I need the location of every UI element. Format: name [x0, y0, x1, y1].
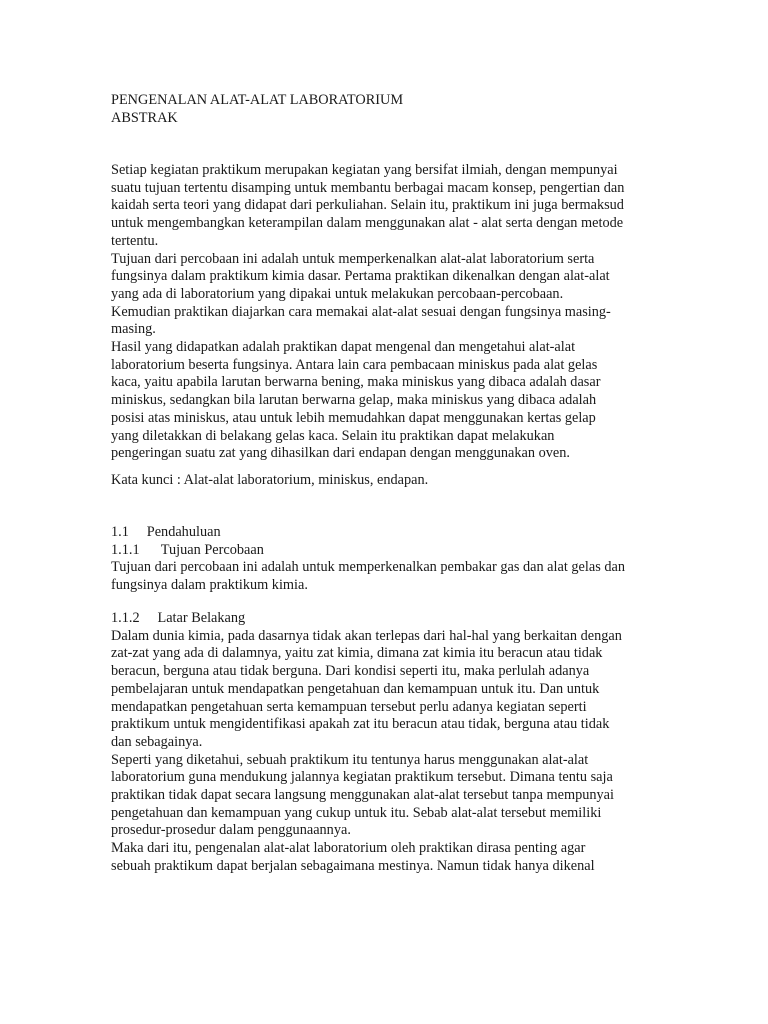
- latar-belakang-block: [111, 610, 663, 876]
- latar-line: praktikan tidak dapat secara langsung menggunakan alat-alat tersebut tanpa mempunyai: [111, 787, 614, 804]
- abstract-line: masing.: [111, 321, 156, 338]
- section-heading-1-1: 1.1 Pendahuluan: [111, 524, 221, 540]
- abstract-heading: ABSTRAK: [111, 109, 178, 126]
- section-heading-1-1-1: 1.1.1 Tujuan Percobaan: [111, 541, 264, 558]
- tujuan-line: fungsinya dalam praktikum kimia.: [111, 577, 308, 594]
- abstract-line: Hasil yang didapatkan adalah praktikan dapat mengenal dan mengetahui alat-alat: [111, 339, 576, 356]
- latar-line: sebuah praktikum dapat berjalan sebagaimana mestinya. Namun tidak hanya dikenal: [111, 857, 595, 874]
- abstract-line: yang diletakkan di belakang gelas kaca. Selain itu praktikan dapat melakukan: [111, 427, 555, 444]
- abstract-line: kaca, yaitu apabila larutan berwarna bening, maka miniskus yang dibaca adalah dasar: [111, 374, 601, 391]
- latar-line: mendapatkan pengetahuan serta kemampuan tersebut perlu adanya kegiatan seperti: [111, 698, 587, 715]
- abstract-line: Setiap kegiatan praktikum merupakan kegiatan yang bersifat ilmiah, dengan mempunyai: [111, 162, 618, 178]
- document-title: PENGENALAN ALAT-ALAT LABORATORIUM: [111, 92, 404, 108]
- abstract-line: yang ada di laboratorium yang dipakai untuk melakukan percobaan-percobaan.: [111, 285, 564, 302]
- latar-line: praktikum untuk mengidentifikasi apakah zat itu beracun atau tidak, berguna atau tidak: [111, 716, 610, 733]
- abstract-line: untuk mengembangkan keterampilan dalam menggunakan alat - alat serta dengan metode: [111, 215, 624, 232]
- abstract-line: suatu tujuan tertentu disamping untuk membantu berbagai macam konsep, pengertian dan: [111, 179, 625, 196]
- title-block: [111, 92, 663, 127]
- keywords-block: [111, 472, 663, 490]
- section-headings: [111, 524, 663, 595]
- abstract-line: miniskus, sedangkan bila larutan berwarna gelap, maka miniskus yang dibaca adalah: [111, 392, 597, 409]
- latar-line: pengetahuan dan kemampuan yang cukup untuk itu. Sebab alat-alat tersebut memiliki: [111, 804, 602, 821]
- abstract-line: posisi atas miniskus, atau untuk lebih memudahkan dapat menggunakan kertas gelap: [111, 409, 596, 426]
- abstract-line: Tujuan dari percobaan ini adalah untuk memperkenalkan alat-alat laboratorium serta: [111, 250, 595, 267]
- latar-line: Seperti yang diketahui, sebuah praktikum itu tentunya harus menggunakan alat-alat: [111, 751, 589, 768]
- abstract-line: pengeringan suatu zat yang dihasilkan dari endapan dengan menggunakan oven.: [111, 445, 570, 462]
- section-heading-1-1-2: 1.1.2 Latar Belakang: [111, 610, 246, 626]
- latar-line: prosedur-prosedur dalam penggunaannya.: [111, 822, 351, 839]
- abstract-line: laboratorium beserta fungsinya. Antara lain cara pembacaan miniskus pada alat gelas: [111, 356, 598, 373]
- latar-line: dan sebagainya.: [111, 733, 203, 750]
- abstract-line: tertentu.: [111, 232, 159, 249]
- latar-line: laboratorium guna mendukung jalannya kegiatan praktikum tersebut. Dimana tentu saja: [111, 769, 613, 786]
- keywords: Kata kunci : Alat-alat laboratorium, miniskus, endapan.: [111, 472, 429, 488]
- abstract-line: fungsinya dalam praktikum kimia dasar. Pertama praktikan dikenalkan dengan alat-alat: [111, 268, 610, 285]
- latar-line: Maka dari itu, pengenalan alat-alat laboratorium oleh praktikan dirasa penting agar: [111, 840, 586, 857]
- latar-line: pembelajaran untuk mendapatkan pengetahuan dan kemampuan untuk itu. Dan untuk: [111, 680, 600, 697]
- latar-line: Dalam dunia kimia, pada dasarnya tidak akan terlepas dari hal-hal yang berkaitan dengan: [111, 627, 622, 644]
- tujuan-line: Tujuan dari percobaan ini adalah untuk memperkenalkan pembakar gas dan alat gelas dan: [111, 559, 625, 576]
- abstract-body: [111, 162, 663, 463]
- abstract-line: kaidah serta teori yang didapat dari perkuliahan. Selain itu, praktikum ini juga bermaksud: [111, 197, 624, 214]
- latar-line: beracun, berguna atau tidak berguna. Dari kondisi seperti itu, maka perlulah adanya: [111, 663, 590, 680]
- abstract-line: Kemudian praktikan diajarkan cara memakai alat-alat sesuai dengan fungsinya masing-: [111, 303, 611, 320]
- latar-line: zat-zat yang ada di dalamnya, yaitu zat kimia, dimana zat kimia itu beracun atau tidak: [111, 645, 603, 662]
